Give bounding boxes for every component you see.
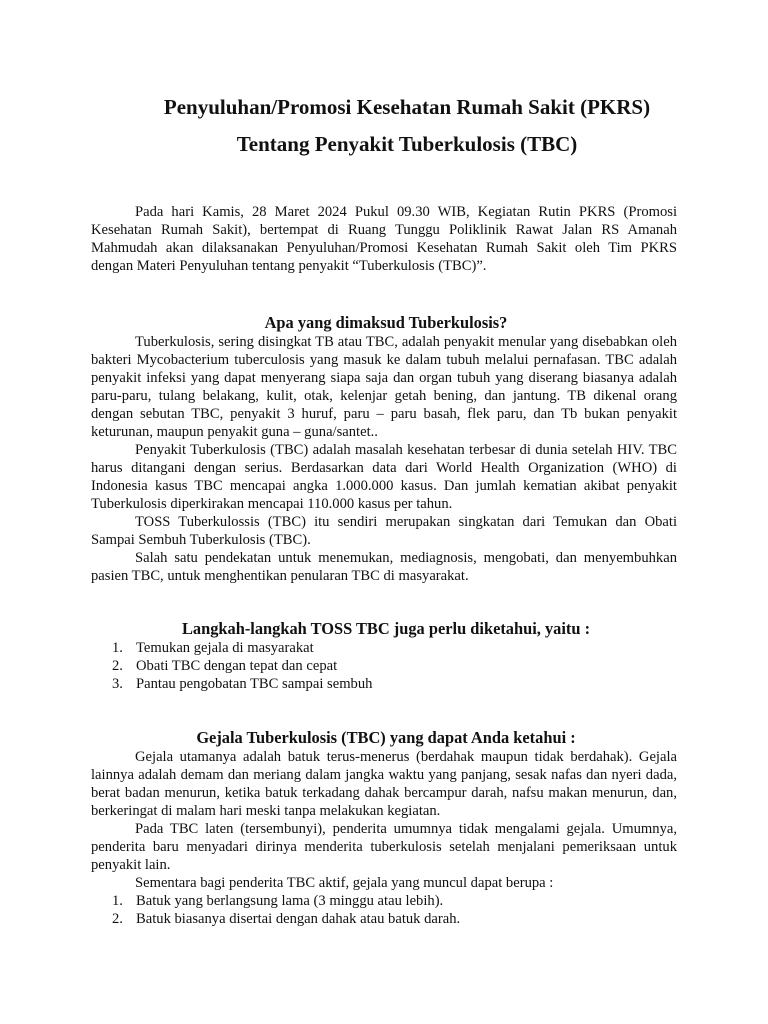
- list-item: [91, 892, 677, 910]
- list-number: 2.: [112, 658, 123, 674]
- list-item-text: Batuk biasanya disertai dengan dahak atau batuk darah.: [136, 911, 461, 927]
- list-item: [91, 639, 677, 657]
- list-item-text: Pantau pengobatan TBC sampai sembuh: [136, 676, 373, 692]
- list-item: [91, 910, 677, 928]
- section3-paragraph: Gejala utamanya adalah batuk terus-menerus (berdahak maupun tidak berdahak). Gejala lainnya adalah demam dan meriang dalam jangka waktu yang panjang, sesak nafas dan nyeri dada, berat badan menurun, ketika batuk terkadang dahak bercampur darah, nafsu makan menurun, dan, berkeringat di malam hari meski tanpa melakukan kegiatan.: [91, 749, 677, 819]
- list-number: 1.: [112, 640, 123, 656]
- list-item-text: Temukan gejala di masyarakat: [136, 640, 314, 656]
- section3-paragraph: Sementara bagi penderita TBC aktif, gejala yang muncul dapat berupa :: [135, 875, 554, 891]
- section3-paragraph: Pada TBC laten (tersembunyi), penderita umumnya tidak mengalami gejala. Umumnya, penderita baru menyadari dirinya menderita tuberkulosis setelah menjalani pemeriksaan untuk penyakit lain.: [91, 821, 677, 873]
- list-number: 2.: [112, 911, 123, 927]
- section2-heading: Langkah-langkah TOSS TBC juga perlu diketahui, yaitu :: [181, 619, 591, 638]
- list-item: [91, 657, 677, 675]
- section1-paragraph: Tuberkulosis, sering disingkat TB atau TBC, adalah penyakit menular yang disebabkan oleh bakteri Mycobacterium tuberculosis yang masuk ke dalam tubuh melalui pernafasan. TBC adalah penyakit infeksi yang dapat menyerang siapa saja dan organ tubuh yang diserang biasanya adalah paru-paru, tulang belakang, kulit, otak, kelenjar getah bening, dan jantung. TB dikenal orang dengan sebutan TBC, penyakit 3 huruf, paru – paru basah, flek paru, dan Tb bukan penyakit keturunan, maupun penyakit guna – guna/santet..: [91, 334, 677, 440]
- section3-body: [91, 748, 677, 928]
- list-item-text: Batuk yang berlangsung lama (3 minggu atau lebih).: [136, 893, 444, 909]
- list-number: 1.: [112, 893, 123, 909]
- section1-body: [91, 333, 677, 585]
- symptoms-list: [91, 892, 677, 928]
- section1-heading: Apa yang dimaksud Tuberkulosis?: [264, 313, 508, 332]
- section1-paragraph: Penyakit Tuberkulosis (TBC) adalah masalah kesehatan terbesar di dunia setelah HIV. TBC harus ditangani dengan serius. Berdasarkan data dari World Health Organization (WHO) di Indonesia kasus TBC mencapai angka 1.000.000 kasus. Dan jumlah kematian akibat penyakit Tuberkulosis diperkirakan mencapai 110.000 kasus per tahun.: [91, 442, 677, 512]
- intro-paragraph: Pada hari Kamis, 28 Maret 2024 Pukul 09.30 WIB, Kegiatan Rutin PKRS (Promosi Kesehatan Rumah Sakit), bertempat di Ruang Tunggu Poliklinik Rawat Jalan RS Amanah Mahmudah akan dilaksanakan Penyuluhan/Promosi Kesehatan Rumah Sakit oleh Tim PKRS dengan Materi Penyuluhan tentang penyakit “Tuberkulosis (TBC)”.: [91, 204, 677, 274]
- document-title: Penyuluhan/Promosi Kesehatan Rumah Sakit (PKRS): [163, 95, 651, 119]
- document-subtitle: Tentang Penyakit Tuberkulosis (TBC): [236, 132, 578, 156]
- intro-block: [91, 203, 677, 275]
- section3-heading: Gejala Tuberkulosis (TBC) yang dapat Anda ketahui :: [196, 728, 576, 747]
- list-number: 3.: [112, 676, 123, 692]
- list-item-text: Obati TBC dengan tepat dan cepat: [136, 658, 338, 674]
- section1-paragraph: TOSS Tuberkulossis (TBC) itu sendiri merupakan singkatan dari Temukan dan Obati Sampai Sembuh Tuberkulosis (TBC).: [91, 514, 677, 548]
- toss-steps-list: [91, 639, 677, 693]
- section1-paragraph: Salah satu pendekatan untuk menemukan, mediagnosis, mengobati, dan menyembuhkan pasien TBC, untuk menghentikan penularan TBC di masyarakat.: [91, 550, 677, 584]
- section2-list-block: [91, 639, 677, 693]
- list-item: [91, 675, 677, 693]
